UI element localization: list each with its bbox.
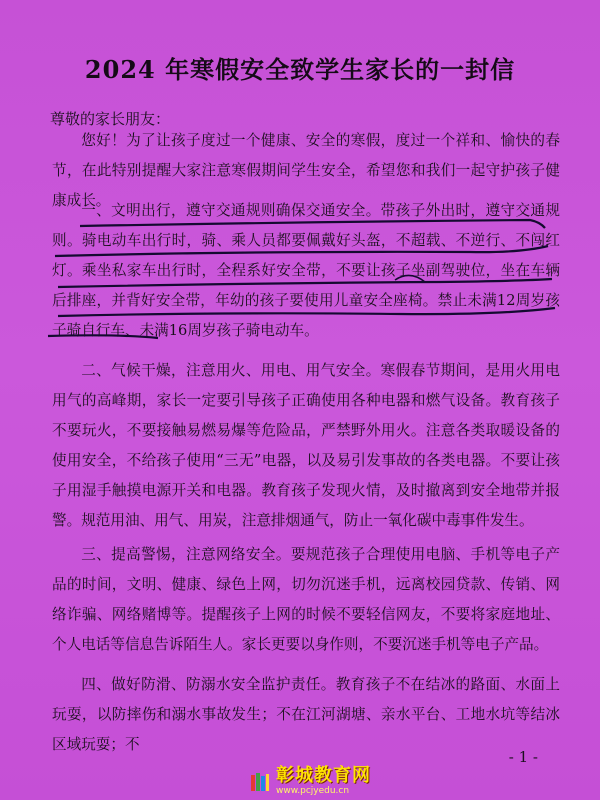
paragraph-intro: 您好！为了让孩子度过一个健康、安全的寒假，度过一个祥和、愉快的春节，在此特别提醒大家注意寒假期间学生安全，希望您和我们一起守护孩子健康成长。 xyxy=(52,132,560,209)
paragraph-fire-safety: 二、气候干燥，注意用火、用电、用气安全。寒假春节期间，是用火用电用气的高峰期，家长一定要引导孩子正确使用各种电器和燃气设备。教育孩子不要玩火，不要接触易燃易爆等危险品，严禁野外用火。注意各类取暖设备的使用安全，不给孩子使用“三无”电器，以及易引发事故的各类电器。不要让孩子用湿手触摸电源开关和电器。教育孩子发现火情，及时撤离到安全地带并报警。规范用油、用气、用炭，注意排烟通气，防止一氧化碳中毒事件发生。 xyxy=(52,362,560,529)
greeting: 尊敬的家长朋友： xyxy=(50,110,171,128)
paragraph-drowning-safety: 四、做好防滑、防溺水安全监护责任。教育孩子不在结冰的路面、水面上玩耍，以防摔伤和溺水事故发生；不在江河湖塘、亲水平台、工地水坑等结冰区域玩耍；不 xyxy=(52,676,560,753)
watermark-url: www.pcjyedu.cn xyxy=(276,786,350,796)
watermark-name: 彰城教育网 xyxy=(276,765,371,786)
paragraph-traffic-safety: 一、文明出行，遵守交通规则确保交通安全。带孩子外出时，遵守交通规则。骑电动车出行时，骑、乘人员都要佩戴好头盔，不超载、不逆行、不闯红灯。乘坐私家车出行时，全程系好安全带，不要让孩子坐副驾驶位，坐在车辆后排座，并背好安全带，年幼的孩子要使用儿童安全座椅。禁止未满12周岁孩子骑自行车、未满16周岁孩子骑电动车。 xyxy=(52,202,560,339)
books-logo-icon xyxy=(250,771,270,793)
page-number: - 1 - xyxy=(508,748,538,766)
paragraph-network-safety: 三、提高警惕，注意网络安全。要规范孩子合理使用电脑、手机等电子产品的时间，文明、健康、绿色上网，切勿沉迷手机，远离校园贷款、传销、网络诈骗、网络赌博等。提醒孩子上网的时候不要轻信网友，不要将家庭地址、个人电话等信息告诉陌生人。家长更要以身作则，不要沉迷手机等电子产品。 xyxy=(52,546,560,653)
document-title: 2024 年寒假安全致学生家长的一封信 xyxy=(84,55,516,84)
site-watermark xyxy=(250,767,371,796)
